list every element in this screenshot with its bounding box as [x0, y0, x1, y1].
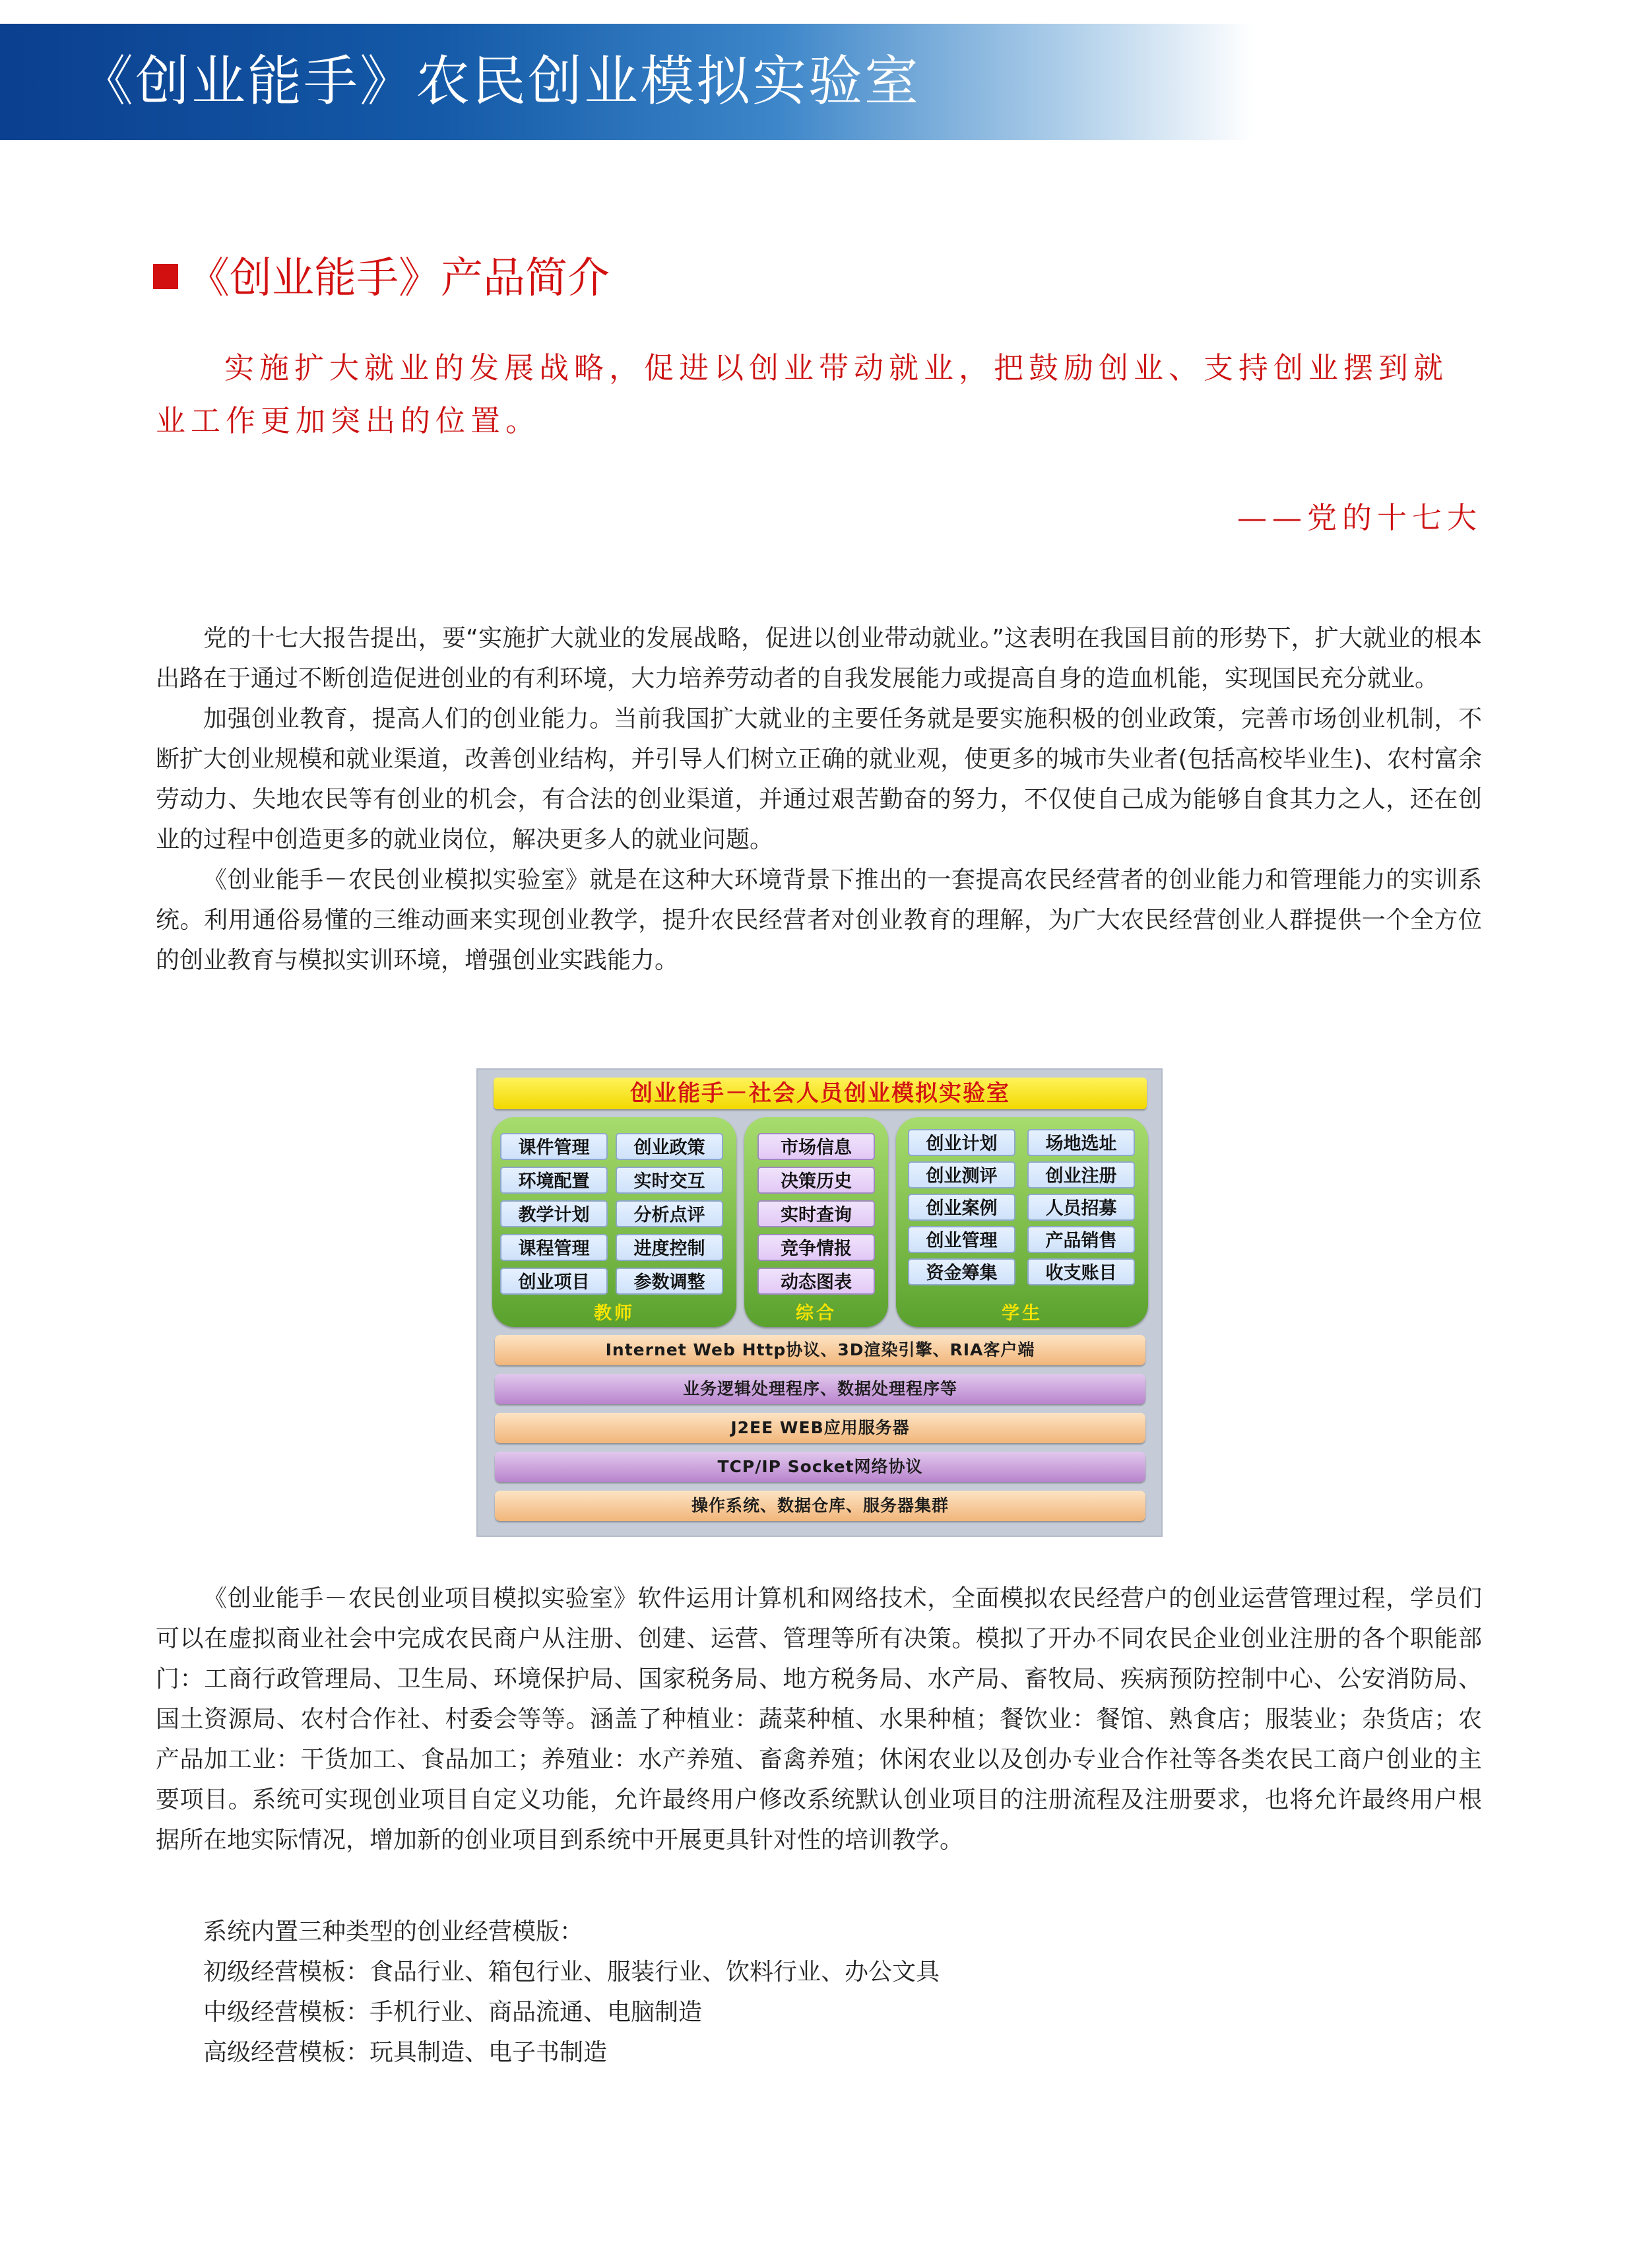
teacher-module: 分析点评	[616, 1200, 723, 1227]
system-description	[156, 1578, 1482, 1860]
teacher-module: 课程管理	[500, 1234, 608, 1261]
student-module: 创业案例	[908, 1194, 1015, 1221]
template-intro: 系统内置三种类型的创业经营模版：	[203, 1918, 584, 1945]
quote-source: ——党的十七大	[1237, 500, 1482, 535]
student-module: 资金筹集	[908, 1258, 1015, 1285]
template-line: 中级经营模板：手机行业、商品流通、电脑制造	[203, 1999, 703, 2026]
student-module: 场地选址	[1027, 1129, 1135, 1156]
general-label: 综合	[796, 1303, 837, 1324]
layer-app-server: J2EE WEB应用服务器	[495, 1413, 1145, 1443]
layer-infrastructure: 操作系统、数据仓库、服务器集群	[495, 1491, 1145, 1521]
teacher-module: 参数调整	[616, 1268, 723, 1295]
student-module: 创业测评	[908, 1161, 1015, 1188]
student-module: 创业管理	[908, 1226, 1015, 1253]
template-line: 高级经营模板：玩具制造、电子书制造	[203, 2039, 608, 2066]
page-header-title: 《创业能手》农民创业模拟实验室	[79, 50, 921, 113]
student-module: 创业注册	[1027, 1161, 1135, 1188]
general-module: 动态图表	[757, 1268, 875, 1295]
teacher-label: 教师	[594, 1303, 635, 1324]
template-list	[203, 1912, 940, 2073]
general-group	[744, 1117, 888, 1327]
teacher-module: 教学计划	[500, 1200, 608, 1227]
paragraph: 党的十七大报告提出，要“实施扩大就业的发展战略，促进以创业带动就业。”这表明在我国目前的形势下，扩大就业的根本出路在于通过不断创造促进创业的有利环境，大力培养劳动者的自我发展能力或提高自身的造血机能，实现国民充分就业。	[156, 625, 1482, 692]
layer-business-logic: 业务逻辑处理程序、数据处理程序等	[495, 1374, 1145, 1404]
intro-paragraphs	[156, 618, 1482, 981]
architecture-diagram	[476, 1068, 1163, 1537]
paragraph: 加强创业教育，提高人们的创业能力。当前我国扩大就业的主要任务就是要实施积极的创业政策，完善市场创业机制，不断扩大创业规模和就业渠道，改善创业结构，并引导人们树立正确的就业观，使更多的城市失业者(包括高校毕业生)、农村富余劳动力、失地农民等有创业的机会，有合法的创业渠道，并通过艰苦勤奋的努力，不仅使自己成为能够自食其力之人，还在创业的过程中创造更多的就业岗位，解决更多人的就业问题。	[156, 705, 1482, 853]
teacher-module: 环境配置	[500, 1167, 608, 1194]
layer-client: Internet Web Http协议、3D渲染引擎、RIA客户端	[495, 1335, 1145, 1365]
teacher-group	[492, 1117, 736, 1327]
paragraph: 《创业能手－农民创业模拟实验室》就是在这种大环境背景下推出的一套提高农民经营者的创业能力和管理能力的实训系统。利用通俗易懂的三维动画来实现创业教学，提升农民经营者对创业教育的理解，为广大农民经营创业人群提供一个全方位的创业教育与模拟实训环境，增强创业实践能力。	[156, 866, 1482, 974]
general-module: 市场信息	[757, 1133, 875, 1160]
diagram-title: 创业能手－社会人员创业模拟实验室	[494, 1078, 1147, 1109]
section-heading	[153, 245, 610, 311]
student-label: 学生	[1002, 1303, 1043, 1324]
general-module: 决策历史	[757, 1167, 875, 1194]
teacher-module: 创业政策	[616, 1133, 723, 1160]
teacher-module: 进度控制	[616, 1234, 723, 1261]
teacher-module: 实时交互	[616, 1167, 723, 1194]
student-module: 收支账目	[1027, 1258, 1135, 1285]
general-module: 实时查询	[757, 1200, 875, 1227]
general-module: 竞争情报	[757, 1234, 875, 1261]
square-bullet-icon	[153, 264, 178, 289]
student-module: 创业计划	[908, 1129, 1015, 1156]
student-module: 产品销售	[1027, 1226, 1135, 1253]
teacher-module: 课件管理	[500, 1133, 608, 1160]
policy-quote: 实施扩大就业的发展战略，促进以创业带动就业，把鼓励创业、支持创业摆到就业工作更加突出的位置。	[156, 350, 1449, 438]
paragraph: 《创业能手－农民创业项目模拟实验室》软件运用计算机和网络技术，全面模拟农民经营户的创业运营管理过程，学员们可以在虚拟商业社会中完成农民商户从注册、创建、运营、管理等所有决策。模拟了开办不同农民企业创业注册的各个职能部门：工商行政管理局、卫生局、环境保护局、国家税务局、地方税务局、水产局、畜牧局、疾病预防控制中心、公安消防局、国土资源局、农村合作社、村委会等等。涵盖了种植业：蔬菜种植、水果种植；餐饮业：餐馆、熟食店；服装业；杂货店；农产品加工业：干货加工、食品加工；养殖业：水产养殖、畜禽养殖；休闲农业以及创办专业合作社等各类农民工商户创业的主要项目。系统可实现创业项目自定义功能，允许最终用户修改系统默认创业项目的注册流程及注册要求，也将允许最终用户根据所在地实际情况，增加新的创业项目到系统中开展更具针对性的培训教学。	[156, 1585, 1482, 1854]
layer-network: TCP/IP Socket网络协议	[495, 1452, 1145, 1482]
student-group	[896, 1117, 1148, 1327]
template-line: 初级经营模板：食品行业、箱包行业、服装行业、饮料行业、办公文具	[203, 1959, 940, 1986]
teacher-module: 创业项目	[500, 1268, 608, 1295]
section-title-text: 《创业能手》产品简介	[187, 254, 610, 303]
student-module: 人员招募	[1027, 1194, 1135, 1221]
